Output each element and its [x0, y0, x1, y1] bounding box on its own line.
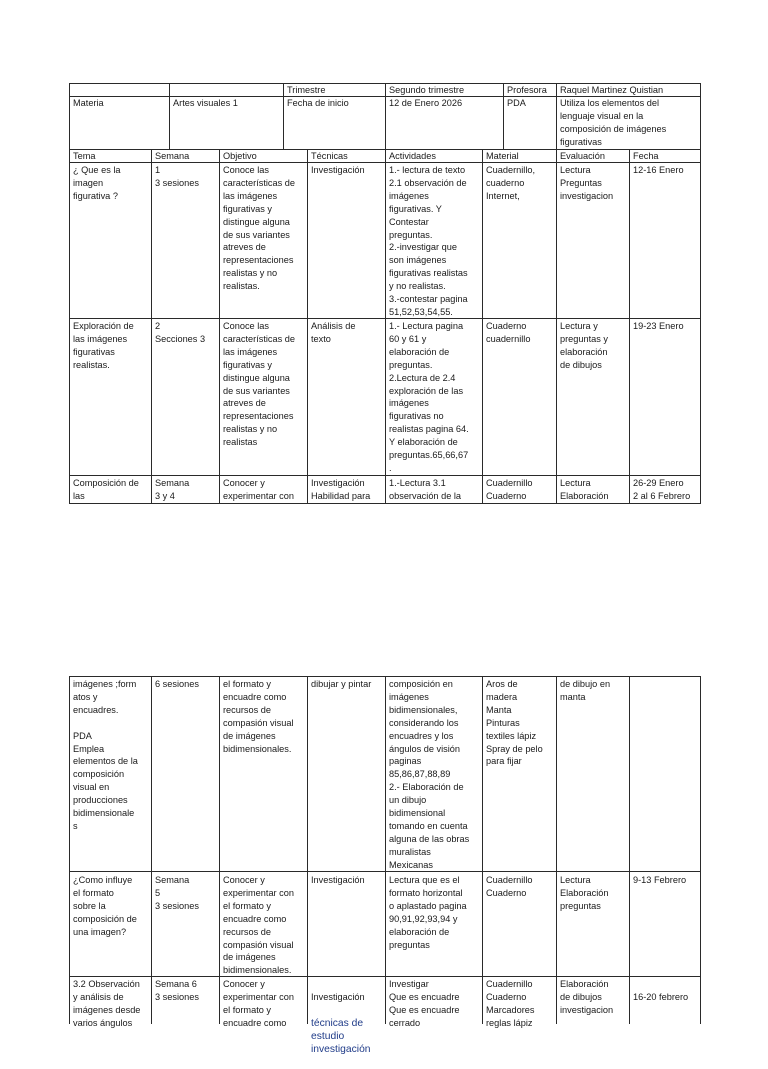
row5-semana: Semana 6 3 sesiones	[155, 979, 199, 1002]
row4-objetivo: Conocer y experimentar con el formato y encuadre como recursos de compasión visual de imágenes bidimensionales.	[223, 875, 294, 976]
table-page-1	[0, 83, 768, 504]
row3-cont-tema: imágenes ;form atos y encuadres. PDA Emplea elementos de la composición visual en producciones bidimensionale s	[73, 679, 138, 831]
row1-fecha: 12-16 Enero	[633, 165, 684, 175]
column-header-material: Material	[486, 151, 519, 161]
trimestre-value: Segundo trimestre	[389, 85, 465, 95]
row2-material: Cuaderno cuadernillo	[486, 321, 531, 344]
materia-value: Artes visuales 1	[173, 98, 238, 108]
row5-actividades: Investigar Que es encuadre Que es encuadre cerrado	[389, 979, 460, 1028]
row3-cont-semana: 6 sesiones	[155, 679, 199, 689]
row3-tecnicas: Investigación Habilidad para	[311, 478, 371, 501]
row1-actividades: 1.- lectura de texto 2.1 observación de imágenes figurativas. Y Contestar preguntas. 2.-investigar que son imágenes figurativas realistas y no realistas. 3.-contestar pagina 51,52,53,54,55.	[389, 165, 468, 317]
row2-objetivo: Conoce las características de las imágenes figurativas y distingue alguna de sus variantes atreves de representaciones realistas y no realistas	[223, 321, 295, 448]
row5-tecnicas-blue: técnicas de estudio investigación	[311, 1017, 371, 1055]
row2-tecnicas: Análisis de texto	[311, 321, 356, 344]
row3-cont-material: Aros de madera Manta Pinturas textiles lápiz Spray de pelo para fijar	[486, 679, 543, 767]
row5-tema: 3.2 Observación y análisis de imágenes desde varios ángulos	[73, 979, 141, 1028]
row3-evaluacion: Lectura Elaboración	[560, 478, 609, 501]
row5-material: Cuadernillo Cuaderno Marcadores reglas lápiz	[486, 979, 535, 1028]
column-header-tecnicas: Técnicas	[311, 151, 348, 161]
row1-semana: 1 3 sesiones	[155, 165, 199, 188]
profesora-label: Profesora	[507, 85, 547, 95]
row1-tecnicas: Investigación	[311, 165, 365, 175]
fecha-inicio-label: Fecha de inicio	[287, 98, 349, 108]
column-header-objetivo: Objetivo	[223, 151, 257, 161]
row3-tema: Composición de las	[73, 478, 139, 501]
pda-label: PDA	[507, 98, 526, 108]
row3-semana: Semana 3 y 4	[155, 478, 190, 501]
pda-value: Utiliza los elementos del lenguaje visual en la composición de imágenes figurativas	[560, 98, 667, 147]
row4-fecha: 9-13 Febrero	[633, 875, 687, 885]
row4-tecnicas: Investigación	[311, 875, 365, 885]
row4-tema: ¿Como influye el formato sobre la composición de una imagen?	[73, 875, 137, 937]
row3-fecha: 26-29 Enero 2 al 6 Febrero	[633, 478, 691, 501]
row1-tema: ¿ Que es la imagen figurativa ?	[73, 165, 121, 201]
row3-cont-tecnicas: dibujar y pintar	[311, 679, 372, 689]
row2-actividades: 1.- Lectura pagina 60 y 61 y elaboración de preguntas. 2.Lectura de 2.4 exploración de las imágenes figurativas no realistas pagina 64. Y elaboración de preguntas.65,66,67 .	[389, 321, 469, 473]
table-page-2	[0, 676, 768, 1055]
row4-evaluacion: Lectura Elaboración preguntas	[560, 875, 609, 911]
materia-label: Materia	[73, 98, 104, 108]
column-header-tema: Tema	[73, 151, 96, 161]
column-header-actividades: Actividades	[389, 151, 436, 161]
row2-fecha: 19-23 Enero	[633, 321, 684, 331]
fecha-inicio-value: 12 de Enero 2026	[389, 98, 463, 108]
row5-fecha: 16-20 febrero	[633, 992, 689, 1002]
row4-actividades: Lectura que es el formato horizontal o aplastado pagina 90,91,92,93,94 y elaboración de preguntas	[389, 875, 467, 950]
trimestre-label: Trimestre	[287, 85, 326, 95]
row3-cont-actividades: composición en imágenes bidimensionales, considerando los encuadres y los ángulos de visión paginas 85,86,87,88,89 2.- Elaboración de un dibujo bidimensional tomando en cuenta alguna de las obras muralistas Mexicanas	[389, 679, 470, 870]
row3-cont-objetivo: el formato y encuadre como recursos de compasión visual de imágenes bidimensionales.	[223, 679, 294, 754]
row3-actividades: 1.-Lectura 3.1 observación de la	[389, 478, 462, 501]
row2-tema: Exploración de las imágenes figurativas realistas.	[73, 321, 134, 370]
row1-evaluacion: Lectura Preguntas investigacion	[560, 165, 614, 201]
row5-objetivo: Conocer y experimentar con el formato y encuadre como	[223, 979, 294, 1028]
row5-tecnicas-plain: Investigación	[311, 991, 365, 1002]
column-header-fecha: Fecha	[633, 151, 659, 161]
row4-semana: Semana 5 3 sesiones	[155, 875, 199, 911]
row3-cont-evaluacion: de dibujo en manta	[560, 679, 611, 702]
profesora-value: Raquel Martinez Quistian	[560, 85, 664, 95]
row4-material: Cuadernillo Cuaderno	[486, 875, 533, 898]
row3-objetivo: Conocer y experimentar con	[223, 478, 294, 501]
column-header-semana: Semana	[155, 151, 190, 161]
column-header-evaluacion: Evaluación	[560, 151, 605, 161]
row5-tecnicas	[308, 978, 385, 1055]
row2-semana: 2 Secciones 3	[155, 321, 206, 344]
row5-evaluacion: Elaboración de dibujos investigacion	[560, 979, 614, 1015]
row2-evaluacion: Lectura y preguntas y elaboración de dibujos	[560, 321, 609, 370]
row1-material: Cuadernillo, cuaderno Internet,	[486, 165, 536, 201]
row1-objetivo: Conoce las características de las imágenes figurativas y distingue alguna de sus variantes atreves de representaciones realistas y no realistas.	[223, 165, 295, 292]
row3-material: Cuadernillo Cuaderno	[486, 478, 533, 501]
